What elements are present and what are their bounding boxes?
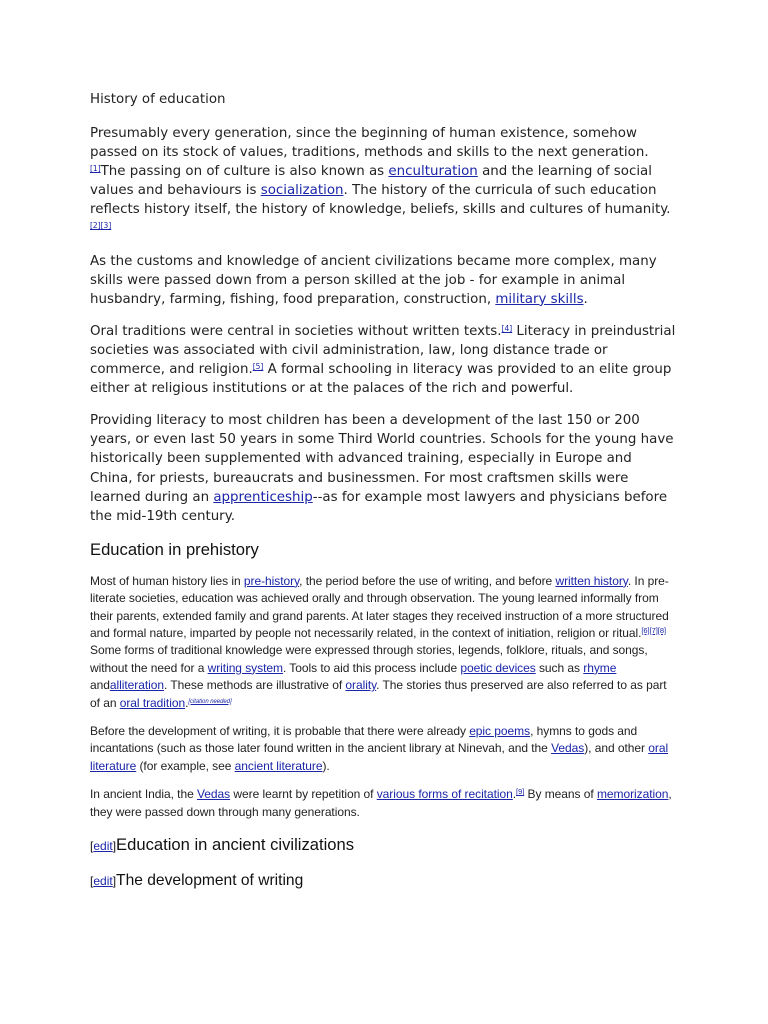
link-poetic-devices[interactable]: poetic devices — [460, 660, 536, 675]
citation-needed[interactable]: [citation needed] — [188, 698, 232, 705]
ref-1[interactable]: [1] — [90, 164, 101, 174]
ref-4[interactable]: [4] — [501, 323, 513, 333]
link-military-skills[interactable]: military skills — [495, 291, 584, 307]
ref-9[interactable]: [9] — [516, 787, 525, 797]
link-apprenticeship[interactable]: apprenticeship — [213, 489, 313, 505]
section-heading-writing: [edit]The development of writing — [90, 872, 304, 890]
link-vedas-2[interactable]: Vedas — [196, 787, 231, 802]
link-socialization[interactable]: socialization — [260, 183, 344, 199]
link-writing-system[interactable]: writing system — [207, 660, 283, 675]
writing-title: The development of writing — [116, 872, 304, 890]
link-pre-history[interactable]: pre-history — [243, 573, 300, 588]
edit-link-writing[interactable]: edit — [93, 874, 113, 889]
paragraph-3: Oral traditions were central in societies without written texts.[4] Literacy in preindustrial societies was associated with civil administration, law, long distance trade or commerce, and religion.[5] A formal schooling in literacy was provided to an elite group either at religious institutions or at the palaces of the rich and powerful. — [90, 323, 676, 397]
edit-link-ancient[interactable]: edit — [93, 839, 113, 854]
prehistory-paragraph-3: In ancient India, the Vedas were learnt by repetition of various forms of recitation.[9] By means of memorization, they were passed down through many generations. — [90, 787, 672, 819]
prehistory-paragraph-2: Before the development of writing, it is probable that there were already epic poems, hymns to gods and incantations (such as those later found written in the ancient library at Ninevah, and the Vedas), and other oral literature (for example, see ancient literature). — [90, 724, 669, 773]
ref-8[interactable]: [8] — [657, 626, 666, 635]
intro-section — [90, 124, 678, 526]
page-title: History of education — [90, 92, 226, 107]
link-written-history[interactable]: written history — [555, 573, 628, 588]
prehistory-paragraph-1: Most of human history lies in pre-history, the period before the use of writing, and before written history. In pre-literate societies, education was achieved orally and through observation. The young learned informally from their parents, extended family and grand parents. At later stages they received instruction of a more structured and formal nature, imparted by people not necessarily related, in the context of initiation, religion or ritual.[6][7][8] Some forms of traditional knowledge were expressed through stories, legends, folklore, rituals, and songs, without the need for a writing system. Tools to aid this process include poetic devices such as rhyme andalliteration. These methods are illustrative of orality. The stories thus preserved are also referred to as part of an oral tradition.[citation needed] — [90, 573, 669, 710]
link-epic-poems[interactable]: epic poems — [469, 724, 531, 739]
section-heading-ancient-civilizations: [edit]Education in ancient civilizations — [90, 835, 355, 855]
section-heading-prehistory: Education in prehistory — [90, 539, 259, 559]
ref-5[interactable]: [5] — [252, 362, 264, 372]
ref-6[interactable]: [6] — [641, 626, 650, 635]
ref-3[interactable]: [3] — [100, 221, 112, 231]
ref-7[interactable]: [7] — [649, 626, 658, 635]
link-alliteration[interactable]: alliteration — [109, 678, 164, 693]
link-vedas[interactable]: Vedas — [551, 741, 585, 756]
link-oral-tradition[interactable]: oral tradition — [119, 695, 186, 710]
paragraph-2: As the customs and knowledge of ancient civilizations became more complex, many skills were passed down from a person skilled at the job - for example in animal husbandry, farming, fishing, food preparation, construction, military skills. — [90, 253, 657, 307]
link-oral-literature[interactable]: oral literature — [90, 741, 669, 773]
link-ancient-literature[interactable]: ancient literature — [234, 758, 323, 773]
prehistory-section — [90, 573, 678, 821]
link-forms-of-recitation[interactable]: various forms of recitation — [376, 787, 513, 802]
ref-2[interactable]: [2] — [90, 221, 101, 231]
link-memorization[interactable]: memorization — [596, 787, 669, 802]
paragraph-4: Providing literacy to most children has been a development of the last 150 or 200 years, or even last 50 years in some Third World countries. Schools for the young have historically been supplemented with advanced training, especially in Europe and China, for priests, bureaucrats and businessmen. For most craftsmen skills were learned during an apprenticeship--as for example most lawyers and physicians before the mid-19th century. — [90, 413, 674, 524]
link-enculturation[interactable]: enculturation — [388, 164, 478, 180]
ancient-civilizations-title: Education in ancient civilizations — [116, 835, 355, 855]
link-rhyme[interactable]: rhyme — [583, 660, 617, 675]
paragraph-1: Presumably every generation, since the beginning of human existence, somehow passed on its stock of values, traditions, methods and skills to the next generation. [1]The passing on of culture is also known as enculturation and the learning of social values and behaviours is socialization. The history of the curricula of such education reflects history itself, the history of knowledge, beliefs, skills and cultures of humanity.[2][3] — [90, 126, 671, 231]
link-orality[interactable]: orality — [345, 678, 377, 693]
